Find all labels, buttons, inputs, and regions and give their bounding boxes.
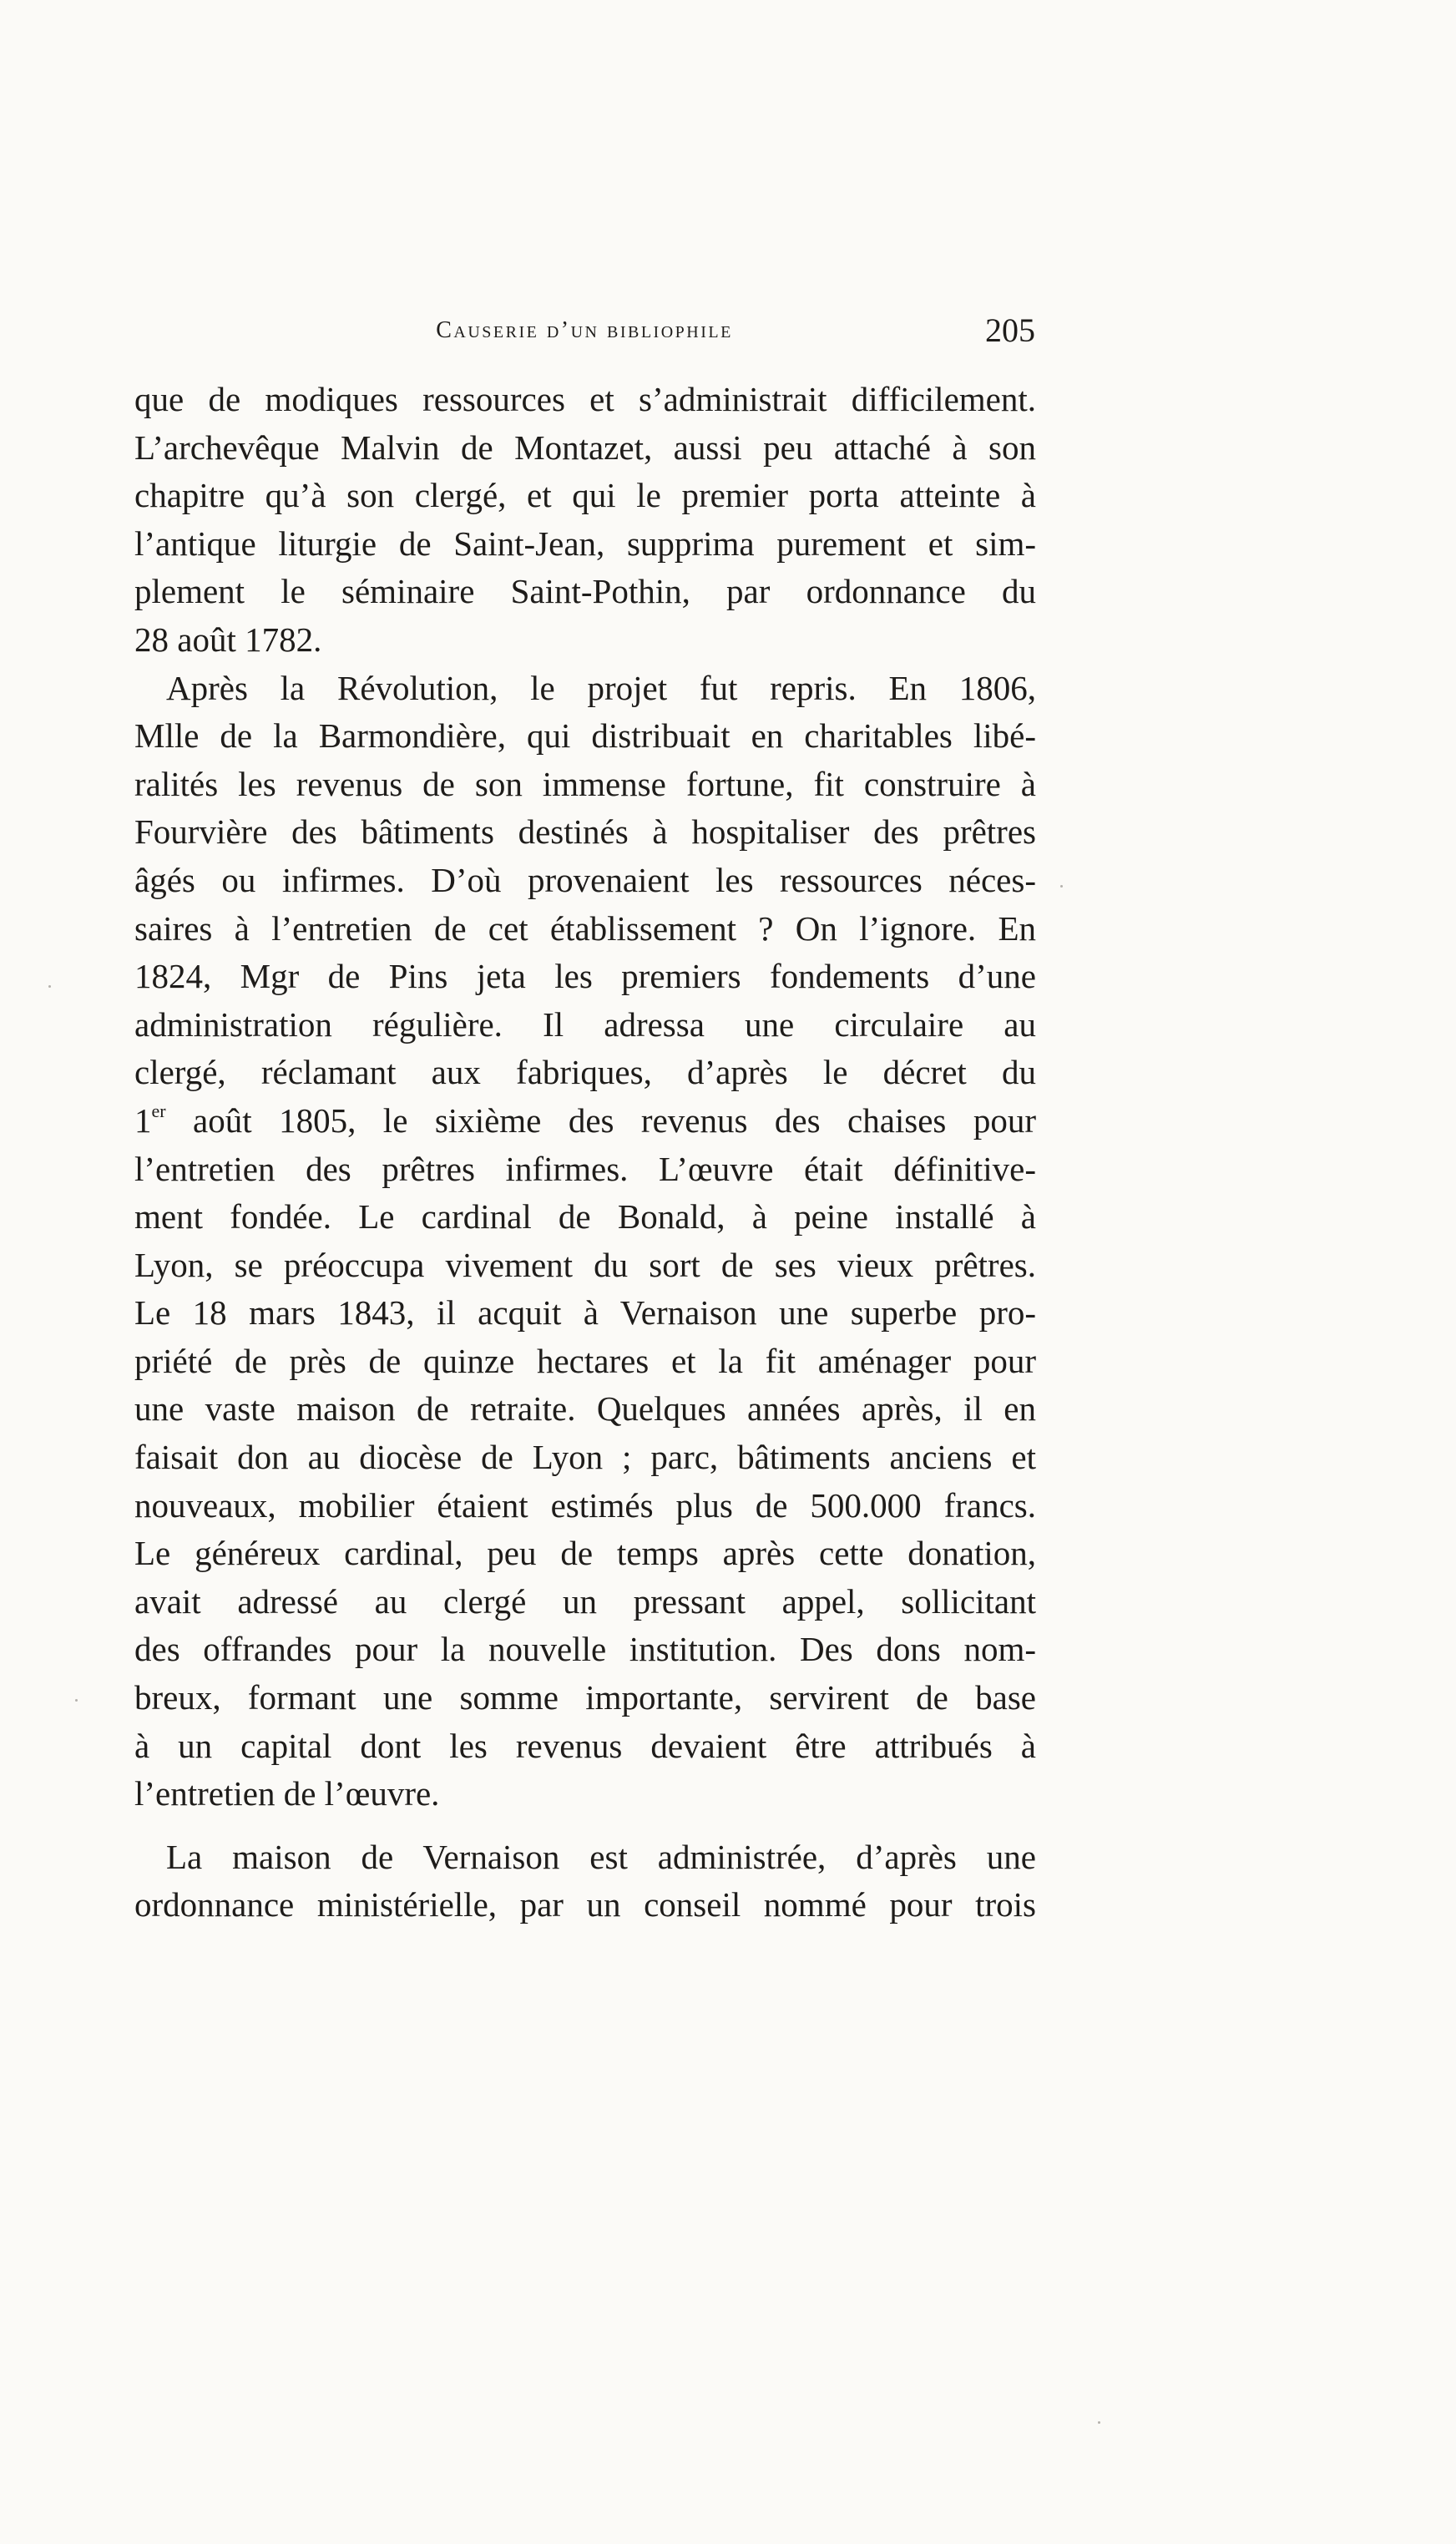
text-line: avait adressé au clergé un pressant appel, sollicitant (134, 1581, 1036, 1621)
text-line: 1er août 1805, le sixième des revenus des chaises pour (134, 1100, 1036, 1140)
text-line: faisait don au diocèse de Lyon ; parc, bâtiments anciens et (134, 1438, 1036, 1477)
paragraph-gap (134, 1818, 1036, 1833)
running-header (134, 311, 1035, 361)
text-line: ralités les revenus de son immense fortune, fit construire à (134, 764, 1036, 803)
text-line: administration régulière. Il adressa une circulaire au (134, 1004, 1036, 1044)
text-line: plement le séminaire Saint-Pothin, par ordonnance du (134, 572, 1036, 611)
text-line: L’archevêque Malvin de Montazet, aussi peu attaché à son (134, 427, 1036, 467)
body-text (134, 376, 1036, 1929)
text-line: Lyon, se préoccupa vivement du sort de ses vieux prêtres. (134, 1245, 1036, 1284)
text-line: ment fondée. Le cardinal de Bonald, à peine installé à (134, 1197, 1036, 1237)
text-line: que de modiques ressources et s’administrait difficilement. (134, 380, 1036, 418)
paper-speck (1060, 885, 1063, 888)
text-line: l’antique liturgie de Saint-Jean, supprima purement et sim- (134, 523, 1036, 563)
text-line: âgés ou infirmes. D’où provenaient les ressources néces- (134, 860, 1036, 899)
text-line: La maison de Vernaison est administrée, d’après une (166, 1837, 1036, 1876)
text-line: 28 août 1782. (134, 620, 322, 659)
text-line: 1824, Mgr de Pins jeta les premiers fondements d’une (134, 957, 1036, 996)
text-line: Le généreux cardinal, peu de temps après cette donation, (134, 1534, 1036, 1573)
text-line: Le 18 mars 1843, il acquit à Vernaison une superbe pro- (134, 1293, 1036, 1333)
text-line: l’entretien des prêtres infirmes. L’œuvre était définitive- (134, 1149, 1036, 1188)
text-line: Après la Révolution, le projet fut repris. En 1806, (166, 668, 1036, 707)
page-number: 205 (985, 311, 1035, 349)
text-line: à un capital dont les revenus devaient être attribués à (134, 1726, 1036, 1765)
text-line: Fourvière des bâtiments destinés à hospitaliser des prêtres (134, 812, 1036, 852)
paper-speck (48, 985, 51, 988)
text-line: des offrandes pour la nouvelle institution. Des dons nom- (134, 1630, 1036, 1669)
text-line: priété de près de quinze hectares et la fit aménager pour (134, 1341, 1036, 1380)
paper-speck (75, 1699, 78, 1702)
text-line: saires à l’entretien de cet établissement ? On l’ignore. En (134, 908, 1036, 948)
running-title: Causerie d’un bibliophile (436, 317, 733, 343)
paper-speck (1098, 2421, 1100, 2424)
text-line: breux, formant une somme importante, servirent de base (134, 1678, 1036, 1717)
text-line: nouveaux, mobilier étaient estimés plus de 500.000 francs. (134, 1485, 1036, 1525)
text-line: clergé, réclamant aux fabriques, d’après le décret du (134, 1053, 1036, 1092)
text-line: une vaste maison de retraite. Quelques années après, il en (134, 1389, 1036, 1429)
text-line: l’entretien de l’œuvre. (134, 1774, 440, 1813)
text-line: chapitre qu’à son clergé, et qui le premier porta atteinte à (134, 476, 1036, 515)
text-line: ordonnance ministérielle, par un conseil nommé pour trois (134, 1885, 1036, 1924)
text-line: Mlle de la Barmondière, qui distribuait en charitables libé- (134, 716, 1036, 756)
